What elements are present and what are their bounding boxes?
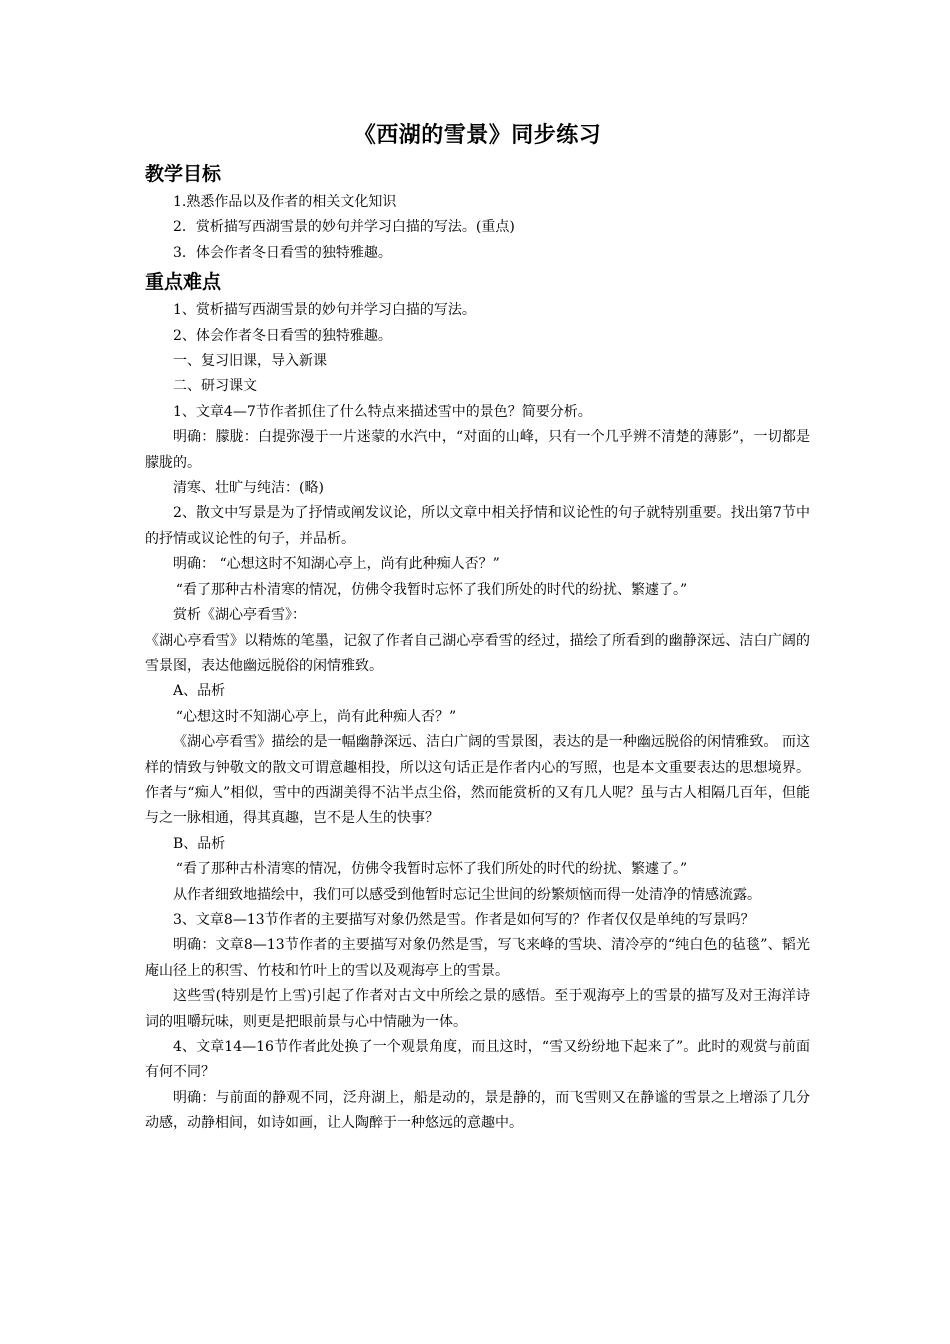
appreciation-text: 《湖心亭看雪》以精炼的笔墨，记叙了作者自己湖心亭看雪的经过，描绘了所看到的幽静深远、洁白广阔的雪景图，表达他幽远脱俗的闲情雅致。 [145, 632, 810, 674]
question-4: 4、文章14—16节作者此处换了一个观景角度，而且这时，“雪又纷纷地下起来了”。此时的观赏与前面有何不同？ [145, 1039, 810, 1081]
key-point-1: 1、赏析描写西湖雪景的妙句并学习白描的写法。 [173, 302, 476, 319]
section-heading-key-points: 重点难点 [145, 271, 222, 294]
section-heading-objectives: 教学目标 [145, 163, 222, 185]
step-study: 二、研习课文 [173, 378, 257, 395]
analysis-b-text: 从作者细致地描绘中，我们可以感受到他暂时忘记尘世间的纷繁烦恼而得一处清净的情感流露。 [173, 886, 761, 903]
analysis-b-quote: “看了那种古朴清寒的情况，仿佛令我暂时忘怀了我们所处的时代的纷扰、繁遽了。” [175, 861, 688, 878]
objective-1: 1.熟悉作品以及作者的相关文化知识 [173, 194, 397, 210]
question-2: 2、散文中写景是为了抒情或阐发议论，所以文章中相关抒情和议论性的句子就特别重要。找出第7节中的抒情或议论性的句子，并品析。 [145, 505, 810, 547]
step-review: 一、复习旧课，导入新课 [173, 353, 327, 370]
question-3: 3、文章8—13节作者的主要描写对象仍然是雪。作者是如何写的？作者仅仅是单纯的写景吗？ [173, 911, 755, 928]
answer-4: 明确：与前面的静观不同，泛舟湖上，船是动的，景是静的，而飞雪则又在静谧的雪景之上增添了几分动感，动静相间，如诗如画，让人陶醉于一种悠远的意趣中。 [145, 1089, 810, 1132]
analysis-b-label: B、品析 [173, 835, 226, 852]
analysis-a-text: 《湖心亭看雪》描绘的是一幅幽静深远、洁白广阔的雪景图，表达的是一种幽远脱俗的闲情雅致。 而这样的情致与钟敬文的散文可谓意趣相投，所以这句话正是作者内心的写照，也是本文重要表达的思想境界。作者与“痴人”相似，雪中的西湖美得不沾半点尘俗，然而能赏析的又有几人呢？虽与古人相隔几百年，但能与之一脉相通，得其真趣，岂不是人生的快事？ [145, 734, 810, 827]
analysis-a-quote: “心想这时不知湖心亭上，尚有此种痴人否？” [175, 708, 457, 725]
appreciation-heading: 赏析《湖心亭看雪》： [173, 607, 306, 624]
answer-1-note: 清寒、壮旷与纯洁：(略) [173, 480, 324, 497]
question-1: 1、文章4—7节作者抓住了什么特点来描述雪中的景色？简要分析。 [173, 403, 592, 420]
answer-1: 明确：朦胧：白提弥漫于一片迷蒙的水汽中，“对面的山峰，只有一个几乎辨不清楚的薄影”，一切都是朦胧的。 [145, 429, 810, 471]
document-title: 《西湖的雪景》同步练习 [353, 123, 602, 148]
answer-3-continued: 这些雪(特别是竹上雪)引起了作者对古文中所绘之景的感悟。至于观海亭上的雪景的描写及对王海洋诗词的咀嚼玩味，则更是把眼前景与心中情融为一体。 [145, 988, 810, 1030]
key-point-2: 2、体会作者冬日看雪的独特雅趣。 [173, 327, 392, 344]
document-page [145, 118, 810, 1137]
answer-2: 明确： “心想这时不知湖心亭上，尚有此种痴人否？” [173, 556, 500, 573]
objective-3: 3．体会作者冬日看雪的独特雅趣。 [173, 244, 392, 261]
answer-3: 明确：文章8—13节作者的主要描写对象仍然是雪，写飞来峰的雪块、清冷亭的“纯白色的毡毯”、韬光庵山径上的积雪、竹枝和竹叶上的雪以及观海亭上的雪景。 [145, 937, 810, 979]
objective-2: 2．赏析描写西湖雪景的妙句并学习白描的写法。(重点) [173, 219, 515, 236]
answer-2-quote: “看了那种古朴清寒的情况，仿佛令我暂时忘怀了我们所处的时代的纷扰、繁遽了。” [175, 581, 688, 598]
analysis-a-label: A、品析 [173, 683, 226, 700]
